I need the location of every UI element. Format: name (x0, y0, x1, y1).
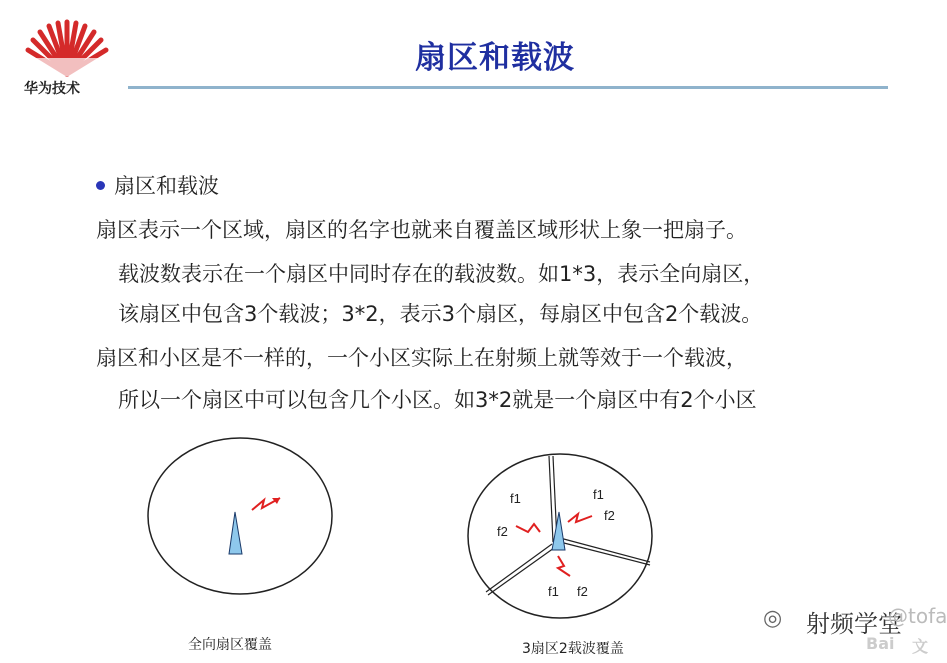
carrier-label: f2 (497, 524, 508, 539)
three-sector-caption: 3扇区2载波覆盖 (522, 641, 624, 657)
carrier-label: f1 (510, 491, 521, 506)
carrier-label: f1 (548, 584, 559, 599)
carrier-label: f2 (604, 508, 615, 523)
text-line: 该扇区中包含3个载波；3*2，表示3个扇区，每扇区中包含2个载波。 (118, 302, 763, 326)
carrier-label: f1 (593, 487, 604, 502)
title-divider (128, 86, 888, 89)
carrier-label: f2 (577, 584, 588, 599)
text-line: 扇区和小区是不一样的，一个小区实际上在射频上就等效于一个载波， (96, 346, 747, 370)
omni-sector-diagram (140, 430, 340, 610)
text-line: 载波数表示在一个扇区中同时存在的载波数。如1*3，表示全向扇区， (118, 262, 765, 286)
three-sector-diagram (460, 450, 660, 630)
text-line: 所以一个扇区中可以包含几个小区。如3*2就是一个扇区中有2个小区 (118, 388, 757, 412)
baidu-watermark-suffix: 文 (912, 637, 929, 656)
huawei-logo (22, 14, 112, 76)
bullet-icon (96, 181, 105, 190)
logo-text: 华为技术 (24, 81, 80, 97)
page-title: 扇区和载波 (415, 40, 575, 76)
bullet-heading: 扇区和载波 (114, 174, 219, 198)
wechat-icon: ◎ (763, 606, 783, 631)
watermark-handle: @tofa (888, 604, 947, 628)
omni-caption: 全向扇区覆盖 (188, 637, 272, 653)
text-line: 扇区表示一个区域，扇区的名字也就来自覆盖区域形状上象一把扇子。 (96, 218, 747, 242)
baidu-watermark: Bai (866, 634, 895, 653)
watermark-name: 射频学堂 (806, 610, 902, 638)
